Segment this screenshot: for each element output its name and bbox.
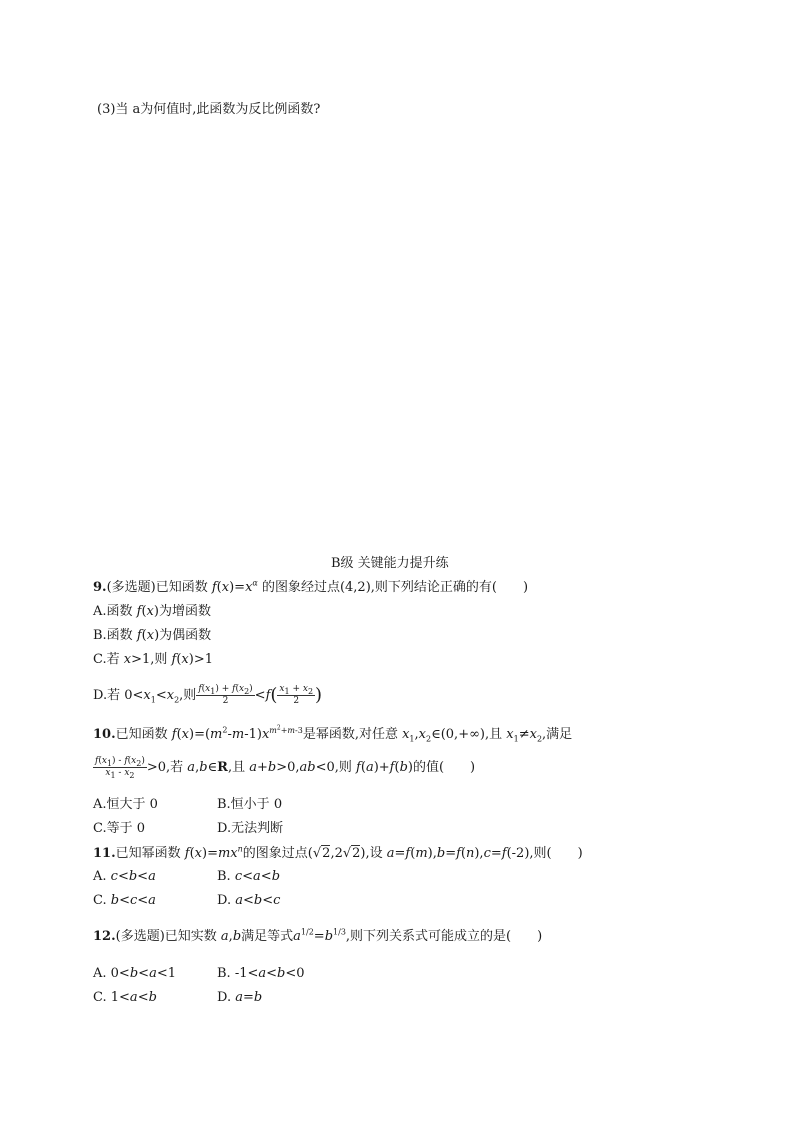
- q12-option-b: B. -1<a<b<0: [217, 966, 305, 981]
- q10-option-c: C.等于 0: [93, 821, 146, 836]
- q10-stem-2: $\frac{f(x_1) - f(x_2)}{x_1 - x_2}$ >0,若 a,b∈R,且 a+b>0,ab<0,则 f(a)+f(b)的值( ): [95, 756, 476, 780]
- q12-option-a: A. 0<b<a<1: [93, 966, 176, 981]
- q12-options-row1: [93, 965, 305, 983]
- q10-stem: 10.已知函数 $f(x)=(m^2-m-1)x^{m^2+m-3}$是幂函数,对任意 $x_1,x_2\in(0,+\infty)$,且 $x_1\ne x_2$,满足: [93, 724, 573, 744]
- q11-option-d: D. a<b<c: [217, 893, 281, 908]
- q12-option-c: C. 1<a<b: [93, 990, 157, 1005]
- q11-option-b: B. c<a<b: [217, 869, 281, 884]
- q10-options-row2: [93, 820, 283, 838]
- q12-options-row2: [93, 989, 262, 1007]
- q11-option-c: C. b<c<a: [93, 893, 156, 908]
- q11-options-row2: [93, 892, 280, 910]
- q10-option-a: A.恒大于 0: [93, 797, 158, 812]
- q12-stem: 12.(多选题)已知实数 a,b满足等式$a^{1/2}=b^{1/3}$,则下列关系式可能成立的是( ): [93, 927, 543, 944]
- section-title: B级 关键能力提升练: [331, 556, 449, 571]
- q11-option-a: A. c<b<a: [93, 869, 156, 884]
- q11-stem: 11.已知幂函数 $f(x)=mx^n$的图象过点(√2,2√2),设 a=f(m),b=f(n),c=f(-2),则( ): [93, 844, 583, 861]
- question-3: (3)当 a为何值时,此函数为反比例函数?: [97, 102, 321, 117]
- q9-stem: 9.(多选题)已知函数 $f(x)=x^\alpha$ 的图象经过点(4,2),则下列结论正确的有( ): [93, 578, 529, 595]
- q10-option-d: D.无法判断: [217, 821, 284, 836]
- q11-options-row1: [93, 868, 280, 886]
- q12-option-d: D. a=b: [217, 990, 263, 1005]
- q10-option-b: B.恒小于 0: [217, 797, 283, 812]
- q9-option-d: D.若 $0<x_1<x_2$,则 $\frac{f(x_1) + f(x_2)}{2}$ <f( $\frac{x_1 + x_2}{2}$ ): [93, 684, 323, 706]
- q10-options-row1: [93, 796, 282, 814]
- q9-option-c: C.若 x>1,则 f(x)>1: [93, 652, 214, 667]
- q9-option-b: B.函数 f(x)为偶函数: [93, 628, 212, 643]
- q9-option-a: A.函数 f(x)为增函数: [93, 604, 211, 619]
